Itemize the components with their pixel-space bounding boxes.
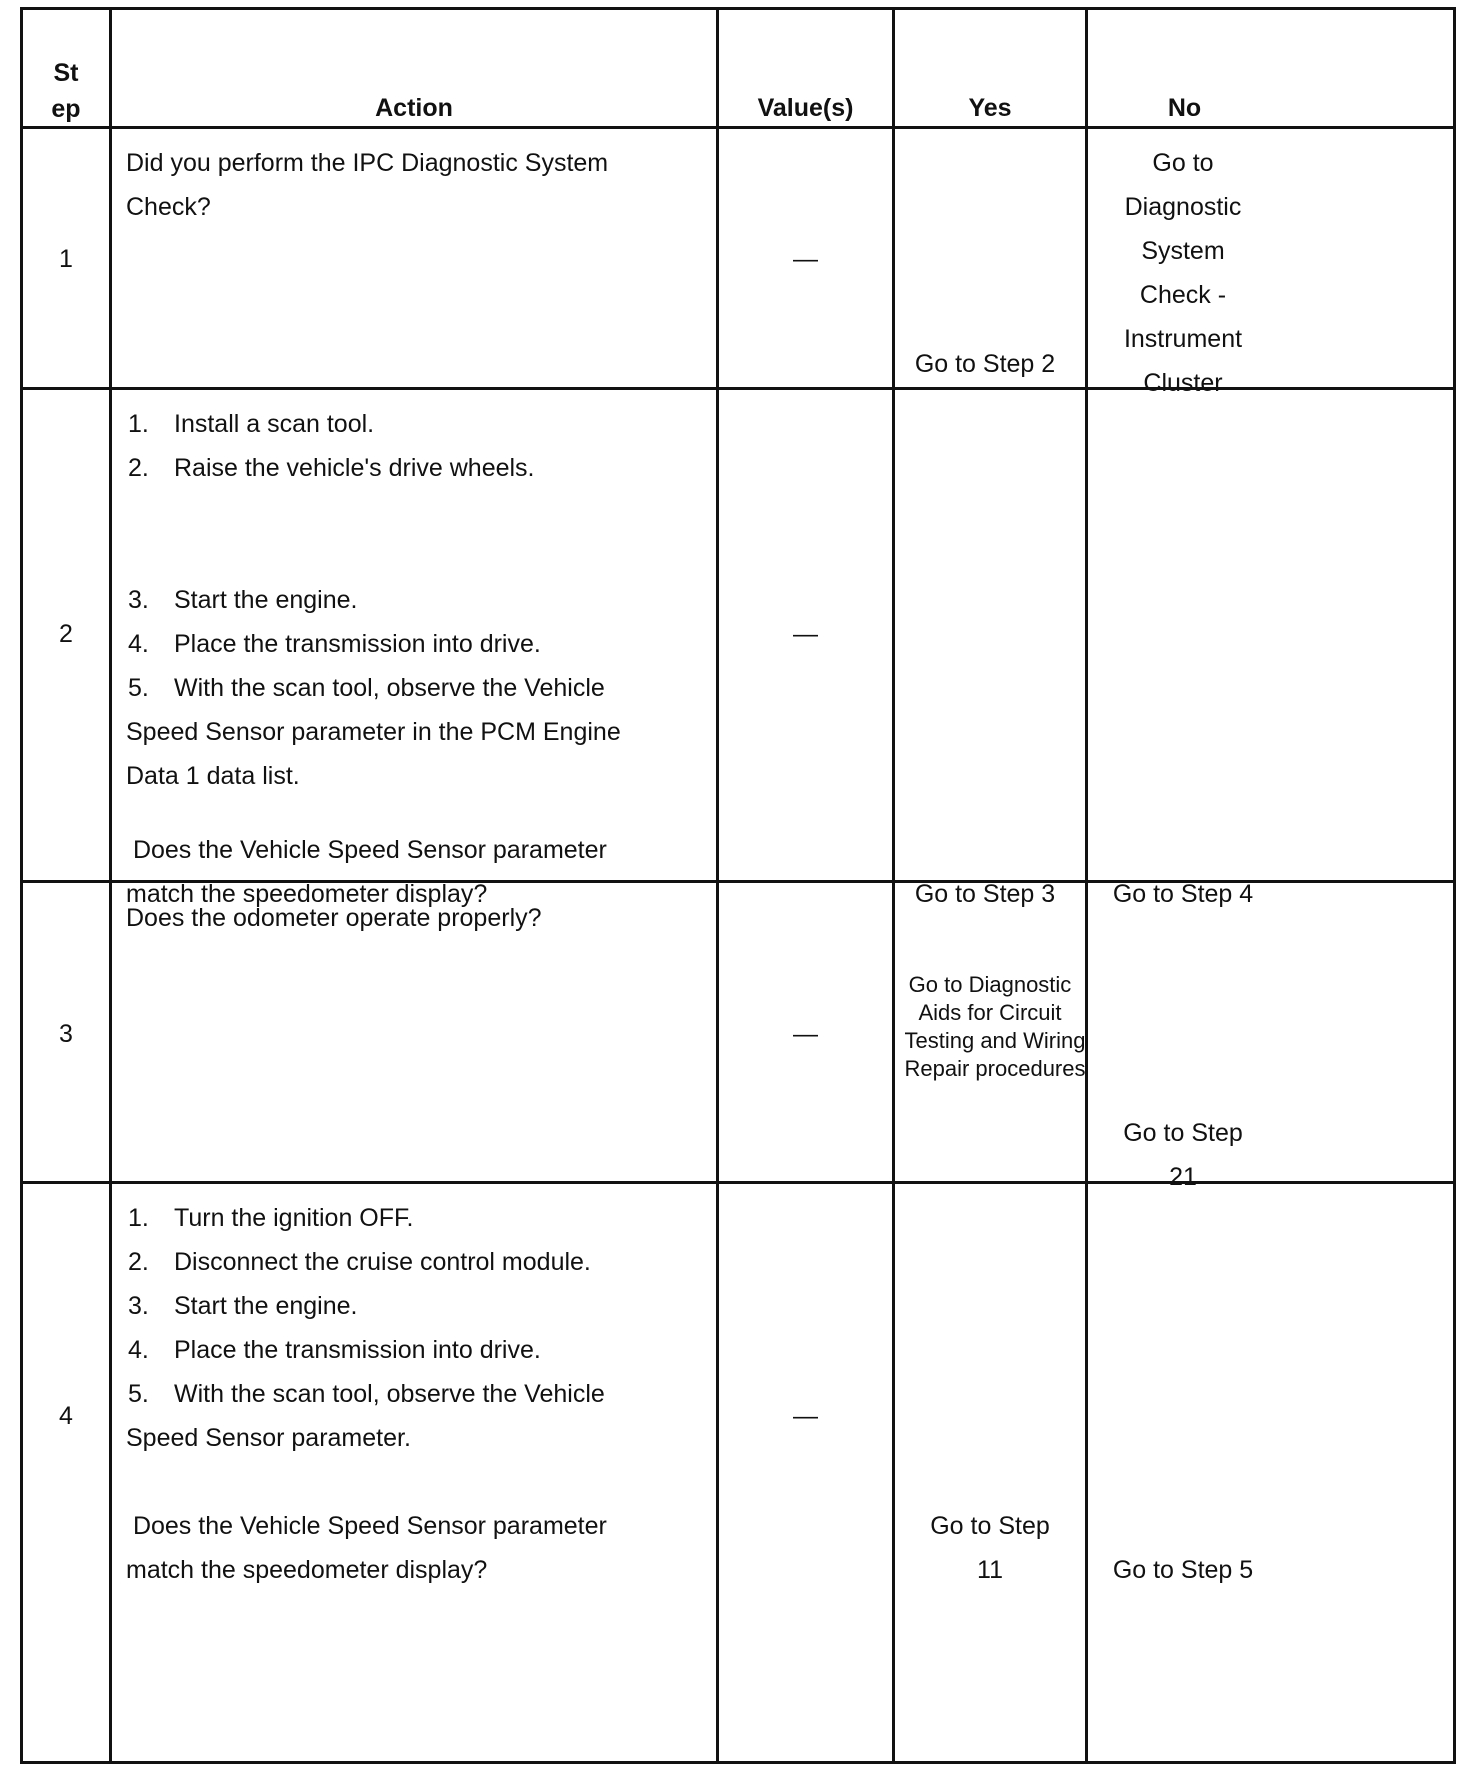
no-cell: Go to Step 4 <box>1112 880 1254 908</box>
no-text: Cluster <box>1143 369 1223 397</box>
list-item <box>128 578 357 622</box>
step-number: 3 <box>59 1020 73 1048</box>
list-item <box>128 446 535 490</box>
action-question: Does the Vehicle Speed Sensor parameter <box>126 1512 607 1540</box>
action-question: Does the odometer operate properly? <box>126 904 542 932</box>
list-number: 5. <box>128 1380 149 1408</box>
yes-text: Aids for Circuit <box>918 1000 1062 1025</box>
action-text: Check? <box>126 193 211 221</box>
no-text: 21 <box>1169 1163 1197 1191</box>
value-cell: — <box>793 1020 818 1048</box>
header-action: Action <box>375 94 453 122</box>
list-number: 3. <box>128 586 149 614</box>
list-text: Place the transmission into drive. <box>174 1336 541 1364</box>
no-text: Diagnostic <box>1124 193 1242 221</box>
value-cell: — <box>793 1402 818 1430</box>
header-values: Value(s) <box>757 94 854 122</box>
yes-text: Testing and Wiring <box>904 1028 1086 1053</box>
step-number: 1 <box>59 245 73 273</box>
action-question: Does the Vehicle Speed Sensor parameter <box>126 836 607 864</box>
yes-cell: Go to Step 3 <box>914 880 1056 908</box>
no-text: Instrument <box>1123 325 1243 353</box>
no-text: Go to Step <box>1123 1119 1243 1147</box>
yes-cell: Go to Step 2 <box>914 350 1056 378</box>
list-number: 1. <box>128 1204 149 1232</box>
step-number: 2 <box>59 620 73 648</box>
header-no: No <box>1167 94 1202 122</box>
list-number: 1. <box>128 410 149 438</box>
list-item <box>128 402 374 446</box>
value-cell: — <box>793 620 818 648</box>
list-text: Install a scan tool. <box>174 410 375 438</box>
header-step: St ep <box>51 59 81 123</box>
value-cell: — <box>793 245 818 273</box>
no-text: Go to <box>1152 149 1214 177</box>
list-number: 2. <box>128 454 149 482</box>
no-text: System <box>1141 237 1225 265</box>
list-item <box>128 666 605 710</box>
action-text: Data 1 data list. <box>126 762 300 790</box>
column-divider <box>109 10 112 1761</box>
list-item <box>128 1240 591 1284</box>
list-number: 2. <box>128 1248 149 1276</box>
list-item <box>128 1372 605 1416</box>
yes-text: Repair procedures <box>904 1056 1086 1081</box>
action-question: match the speedometer display? <box>126 880 488 908</box>
list-item <box>128 1284 357 1328</box>
list-item <box>128 622 541 666</box>
no-text: Check - <box>1139 281 1227 309</box>
list-text: Start the engine. <box>174 586 358 614</box>
list-text: Turn the ignition OFF. <box>174 1204 414 1232</box>
list-text: Start the engine. <box>174 1292 358 1320</box>
list-number: 5. <box>128 674 149 702</box>
list-item <box>128 1196 413 1240</box>
header-yes: Yes <box>968 94 1012 122</box>
action-text: Did you perform the IPC Diagnostic System <box>126 149 609 177</box>
list-number: 4. <box>128 630 149 658</box>
action-question: match the speedometer display? <box>126 1556 488 1584</box>
list-number: 3. <box>128 1292 149 1320</box>
diagnostic-table <box>20 7 1456 1764</box>
list-item <box>128 1328 541 1372</box>
step-number: 4 <box>59 1402 73 1430</box>
yes-text: Go to Diagnostic <box>908 972 1072 997</box>
yes-text: 11 <box>977 1556 1003 1584</box>
list-text: Disconnect the cruise control module. <box>174 1248 591 1276</box>
list-text: Place the transmission into drive. <box>174 630 541 658</box>
no-cell: Go to Step 5 <box>1112 1556 1254 1584</box>
list-text: With the scan tool, observe the Vehicle <box>174 674 605 702</box>
action-text: Speed Sensor parameter. <box>126 1424 411 1452</box>
list-text: Raise the vehicle's drive wheels. <box>174 454 535 482</box>
list-text: With the scan tool, observe the Vehicle <box>174 1380 605 1408</box>
yes-text: Go to Step <box>930 1512 1050 1540</box>
action-text: Speed Sensor parameter in the PCM Engine <box>126 718 621 746</box>
list-number: 4. <box>128 1336 149 1364</box>
